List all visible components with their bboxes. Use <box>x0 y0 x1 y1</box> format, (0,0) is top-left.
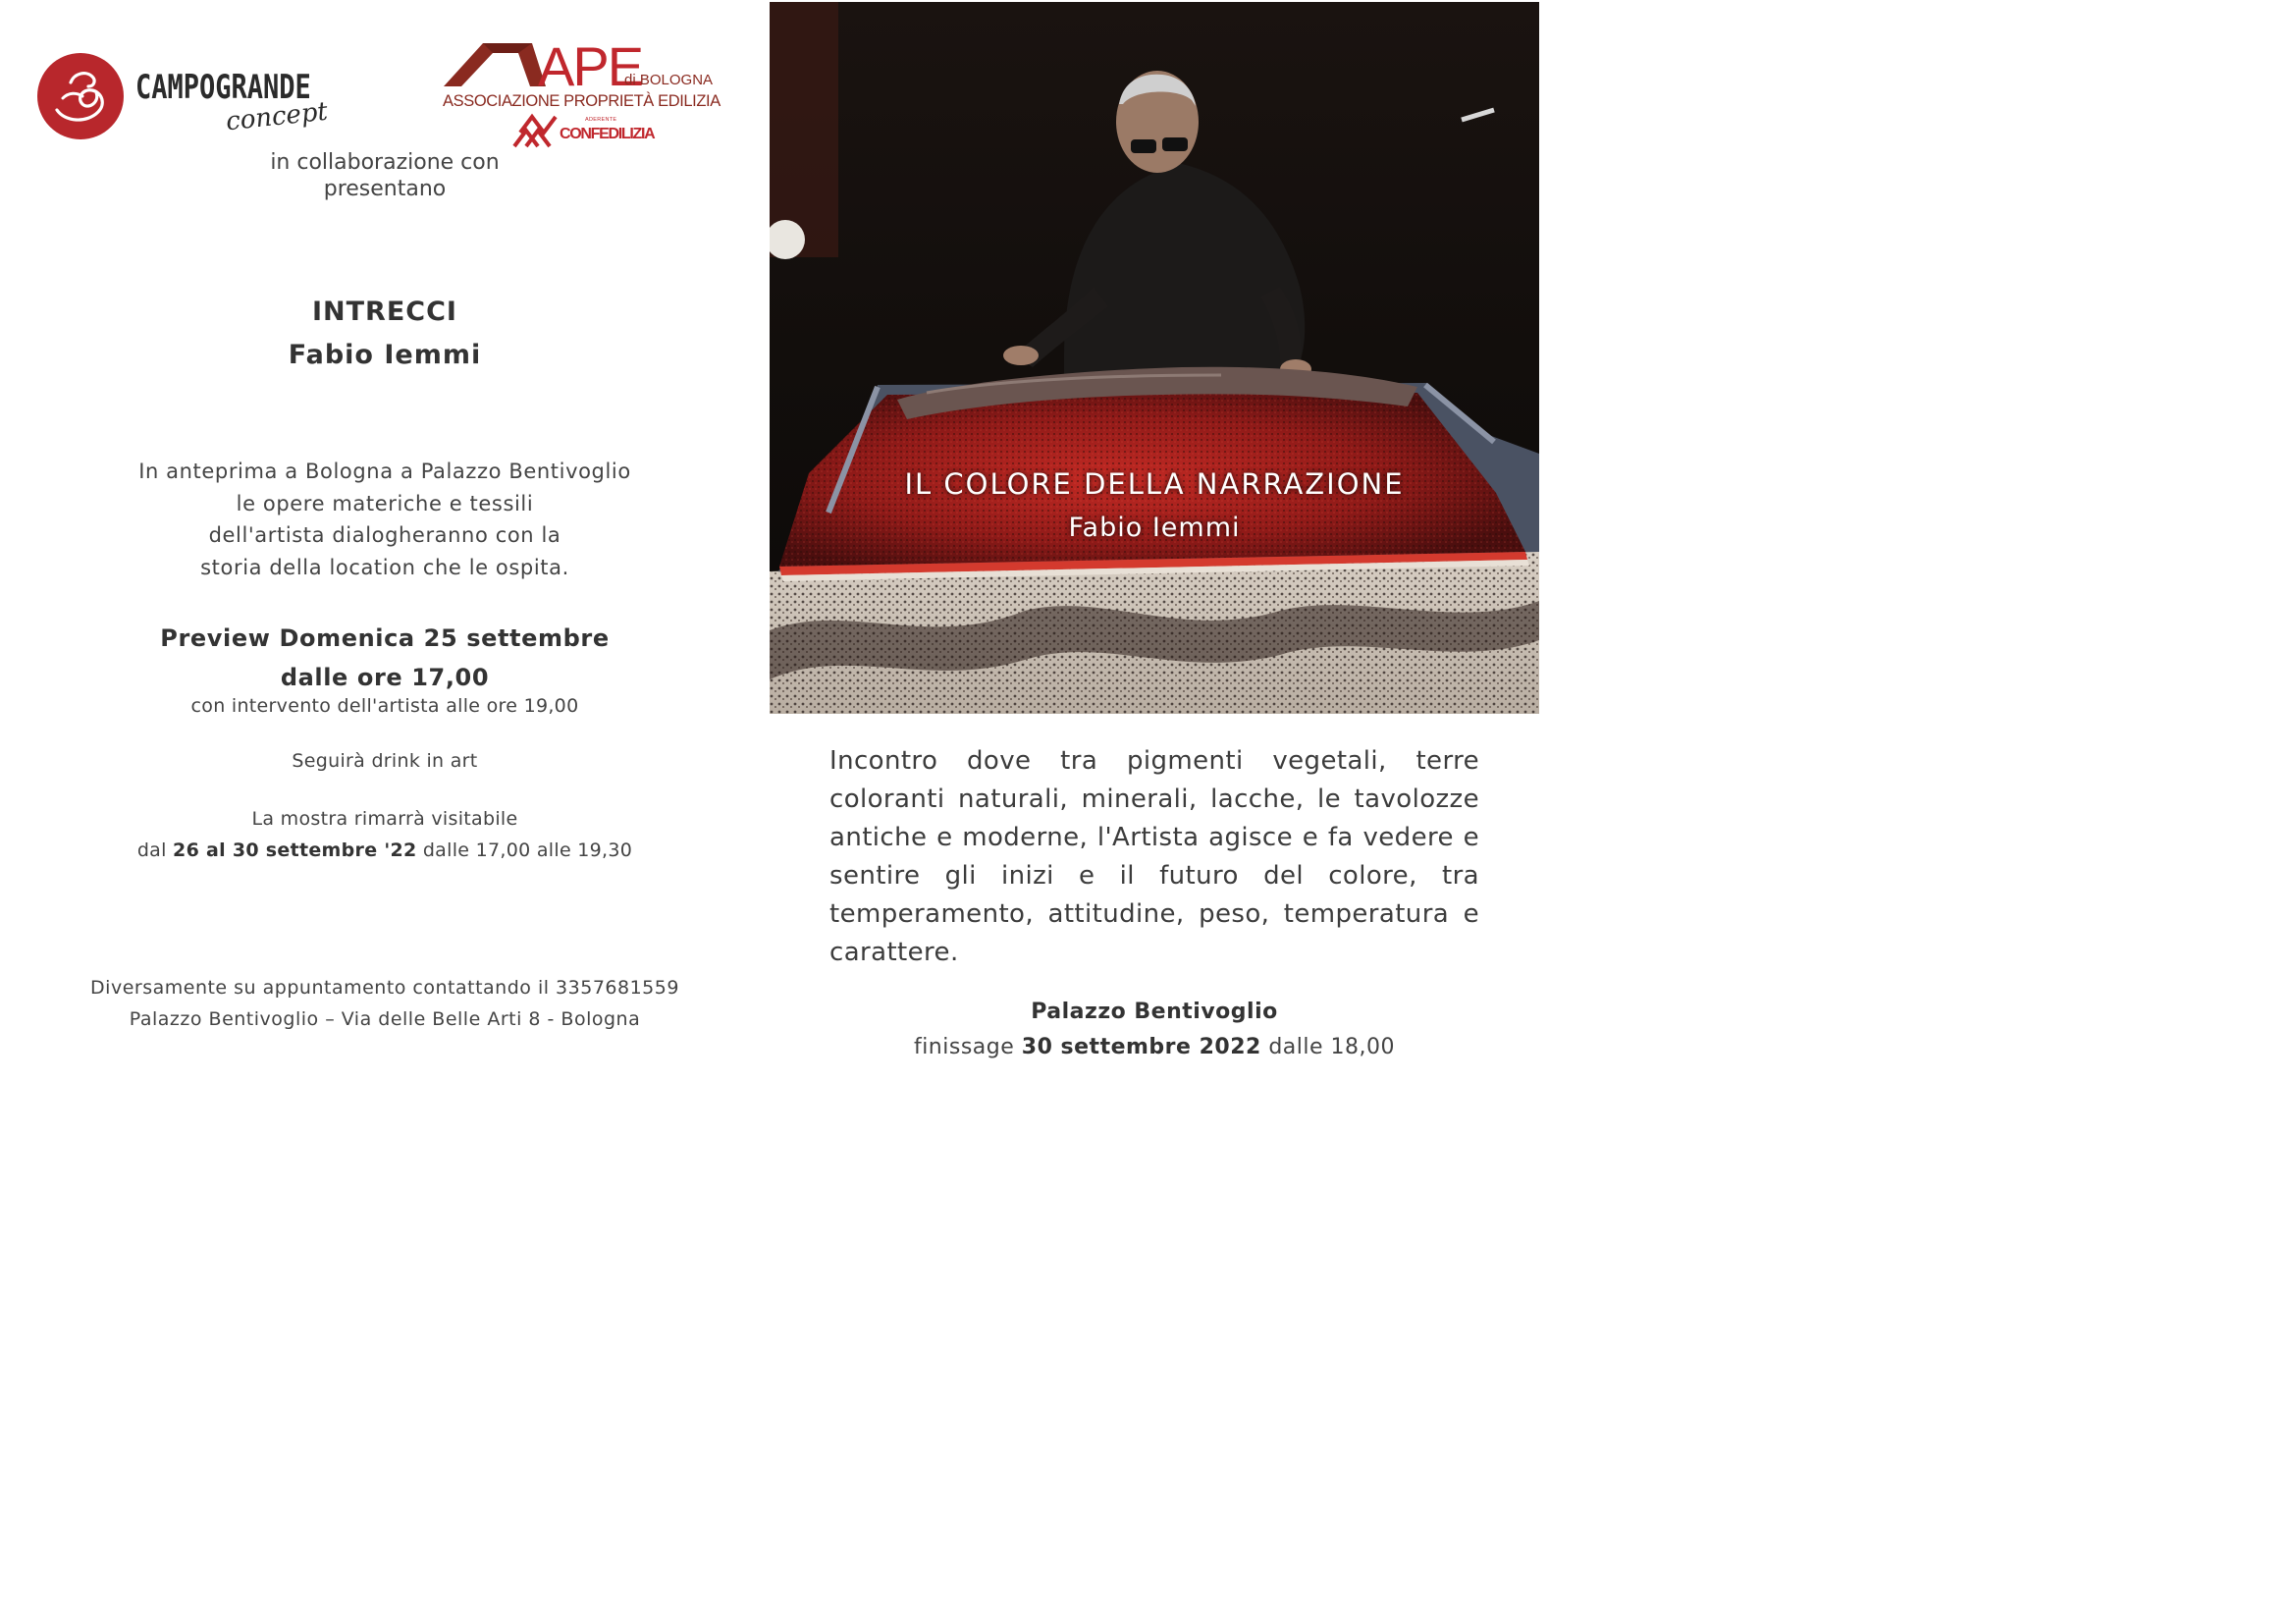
visit-dates: 26 al 30 settembre '22 <box>173 839 417 861</box>
intro-line-2: presentano <box>323 177 447 201</box>
venue-name: Palazzo Bentivoglio <box>1031 1000 1278 1024</box>
ape-roof-icon <box>440 39 548 90</box>
photo-title: IL COLORE DELLA NARRAZIONE <box>904 467 1405 501</box>
contact-address: Palazzo Bentivoglio – Via delle Belle Arti 8 - Bologna <box>129 1008 641 1030</box>
drink-note: Seguirà drink in art <box>292 750 478 772</box>
ape-aderente-label: ADERENTE <box>585 117 617 123</box>
description-line: dell'artista dialogheranno con la <box>208 523 561 547</box>
ape-letters: APE <box>538 35 643 97</box>
exhibition-heading <box>0 291 770 377</box>
campogrande-emblem-icon <box>37 53 124 139</box>
preview-heading <box>0 619 770 697</box>
confedilizia-wordmark: CONFEDILIZIA <box>560 126 655 142</box>
ape-association-name: ASSOCIAZIONE PROPRIETÀ EDILIZIA <box>443 92 721 110</box>
finissage-info <box>770 1031 1539 1064</box>
artist-photo <box>770 2 1539 714</box>
finissage-prefix: finissage <box>913 1035 1022 1059</box>
confedilizia-icon <box>512 113 561 148</box>
finissage-date: 30 settembre 2022 <box>1021 1035 1261 1059</box>
event-description: Incontro dove tra pigmenti vegetali, terre coloranti naturali, minerali, lacche, le tavolozze antiche e moderne, l'Artista agisce e fa vedere e sentire gli inizi e il futuro del colore, tra temperamento, attitudine, peso, temperatura e carattere. <box>829 746 1479 967</box>
finissage-time: dalle 18,00 <box>1260 1035 1396 1059</box>
description-line: storia della location che le ospita. <box>200 555 569 579</box>
description <box>0 456 770 583</box>
visit-line-2 <box>0 835 770 866</box>
visit-prefix: dal <box>136 839 174 861</box>
artist-photo-illustration <box>770 2 1539 714</box>
visit-info <box>0 803 770 866</box>
preview-intervento: con intervento dell'artista alle ore 19,00 <box>190 695 579 717</box>
campogrande-wordmark: CAMPOGRANDE <box>135 69 311 107</box>
exhibition-title: INTRECCI <box>312 297 457 327</box>
campogrande-subtitle: concept <box>224 96 330 137</box>
photo-artist: Fabio Iemmi <box>1068 513 1241 543</box>
contact-info <box>0 972 770 1035</box>
visit-line-1: La mostra rimarrà visitabile <box>251 808 518 830</box>
ape-bologna-logo <box>440 35 734 152</box>
intro-text <box>0 149 770 202</box>
description-line: le opere materiche e tessili <box>236 491 534 515</box>
preview-time: dalle ore 17,00 <box>280 664 490 691</box>
intro-line-1: in collaborazione con <box>270 150 500 175</box>
ape-city: di BOLOGNA <box>624 72 714 88</box>
contact-phone: Diversamente su appuntamento contattando il 3357681559 <box>90 977 679 999</box>
exhibition-artist: Fabio Iemmi <box>288 340 482 370</box>
description-line: In anteprima a Bologna a Palazzo Bentivoglio <box>138 460 631 483</box>
preview-date: Preview Domenica 25 settembre <box>160 624 610 652</box>
visit-hours: dalle 17,00 alle 19,30 <box>416 839 633 861</box>
campogrande-logo <box>37 51 342 139</box>
